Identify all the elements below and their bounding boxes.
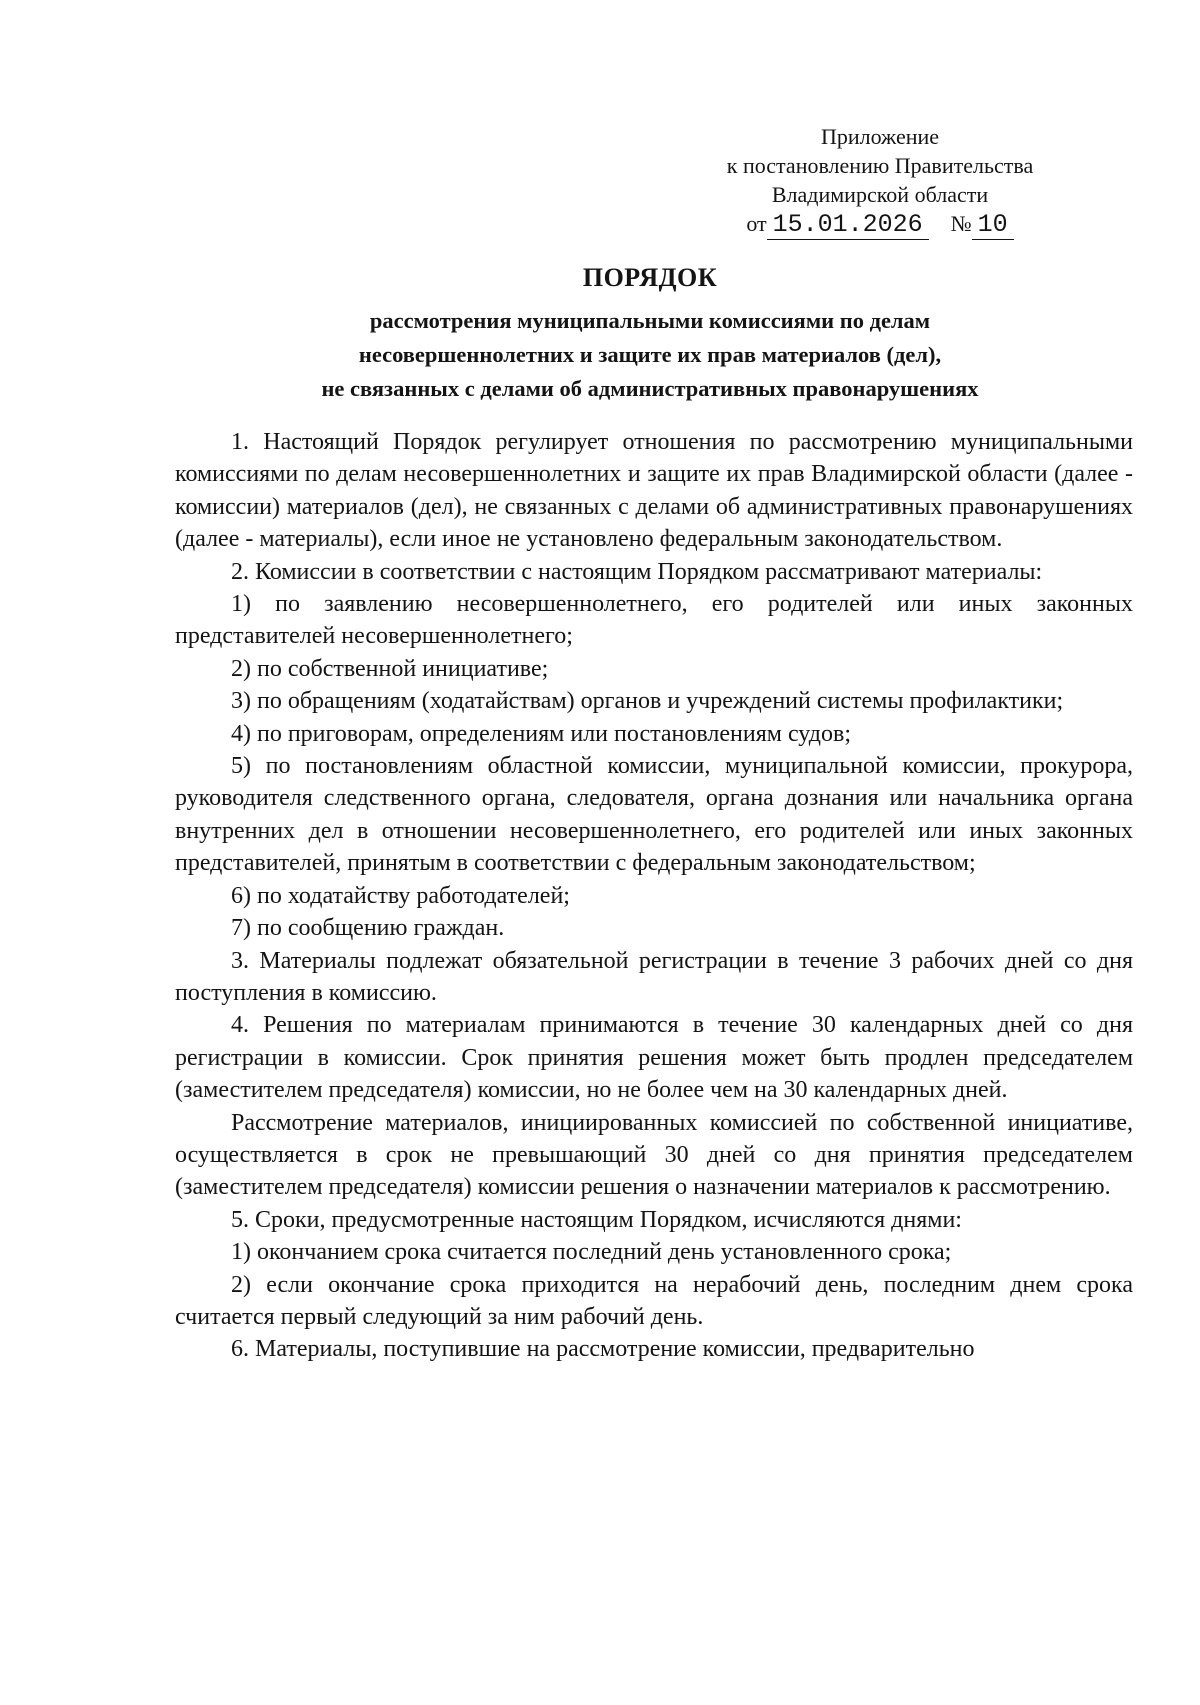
list-item: 3) по обращениям (ходатайствам) органов и учреждений системы профилактики; — [231, 688, 1064, 715]
paragraph: 6. Материалы, поступившие на рассмотрение комиссии, предварительно — [231, 1336, 975, 1363]
appendix-header — [660, 122, 1100, 239]
list-item: 1) по заявлению несовершеннолетнего, его родителей или иных законных представителей несовершеннолетнего; — [175, 591, 1133, 650]
number-value: 10 — [972, 210, 1014, 240]
list-item: 6) по ходатайству работодателей; — [231, 882, 570, 909]
date-value: 15.01.2026 — [767, 210, 929, 240]
appendix-date-line — [660, 209, 1100, 239]
paragraph: 4. Решения по материалам принимаются в течение 30 календарных дней со дня регистрации в комиссии. Срок принятия решения может быть продлен председателем (заместителем председателя) комиссии, но не более чем на 30 календарных дней. — [175, 1012, 1133, 1104]
list-item: 4) по приговорам, определениям или постановлениям судов; — [231, 720, 851, 747]
paragraph: 1. Настоящий Порядок регулирует отношения по рассмотрению муниципальными комиссиями по делам несовершеннолетних и защите их прав Владимирской области (далее - комиссии) материалов (дел), не связанных с делами об административных правонарушениях (далее - материалы), если иное не установлено федеральным законодательством. — [175, 429, 1133, 553]
number-prefix: № — [950, 211, 972, 236]
paragraph: 5. Сроки, предусмотренные настоящим Порядком, исчисляются днями: — [231, 1206, 962, 1233]
list-item: 5) по постановлениям областной комиссии, муниципальной комиссии, прокурора, руководителя следственного органа, следователя, органа дознания или начальника органа внутренних дел в отношении несовершеннолетнего, его родителей или иных законных представителей, принятым в соответствии с федеральным законодательством; — [175, 753, 1133, 877]
paragraph: Рассмотрение материалов, инициированных комиссией по собственной инициативе, осуществляется в срок не превышающий 30 дней со дня принятия председателем (заместителем председателя) комиссии решения о назначении материалов к рассмотрению. — [175, 1109, 1133, 1201]
title-main: ПОРЯДОК — [582, 263, 718, 292]
date-prefix: от — [746, 211, 767, 236]
list-item: 1) окончанием срока считается последний день установленного срока; — [231, 1239, 952, 1266]
document-body — [175, 426, 1133, 1366]
paragraph: 3. Материалы подлежат обязательной регистрации в течение 3 рабочих дней со дня поступления в комиссию. — [175, 947, 1133, 1006]
subtitle-line: рассмотрения муниципальными комиссиями по делам — [369, 308, 931, 333]
list-item: 2) если окончание срока приходится на нерабочий день, последним днем срока считается первый следующий за ним рабочий день. — [175, 1271, 1133, 1330]
title-subtitle — [170, 304, 1130, 406]
paragraph: 2. Комиссии в соответствии с настоящим Порядком рассматривают материалы: — [231, 558, 1043, 585]
document-title — [170, 260, 1130, 406]
appendix-region: Владимирской области — [771, 182, 989, 207]
appendix-title: Приложение — [820, 124, 940, 149]
appendix-reference: к постановлению Правительства — [726, 153, 1034, 178]
list-item: 2) по собственной инициативе; — [231, 655, 549, 682]
list-item: 7) по сообщению граждан. — [231, 915, 505, 942]
subtitle-line: не связанных с делами об административных правонарушениях — [321, 376, 979, 401]
subtitle-line: несовершеннолетних и защите их прав материалов (дел), — [358, 342, 942, 367]
